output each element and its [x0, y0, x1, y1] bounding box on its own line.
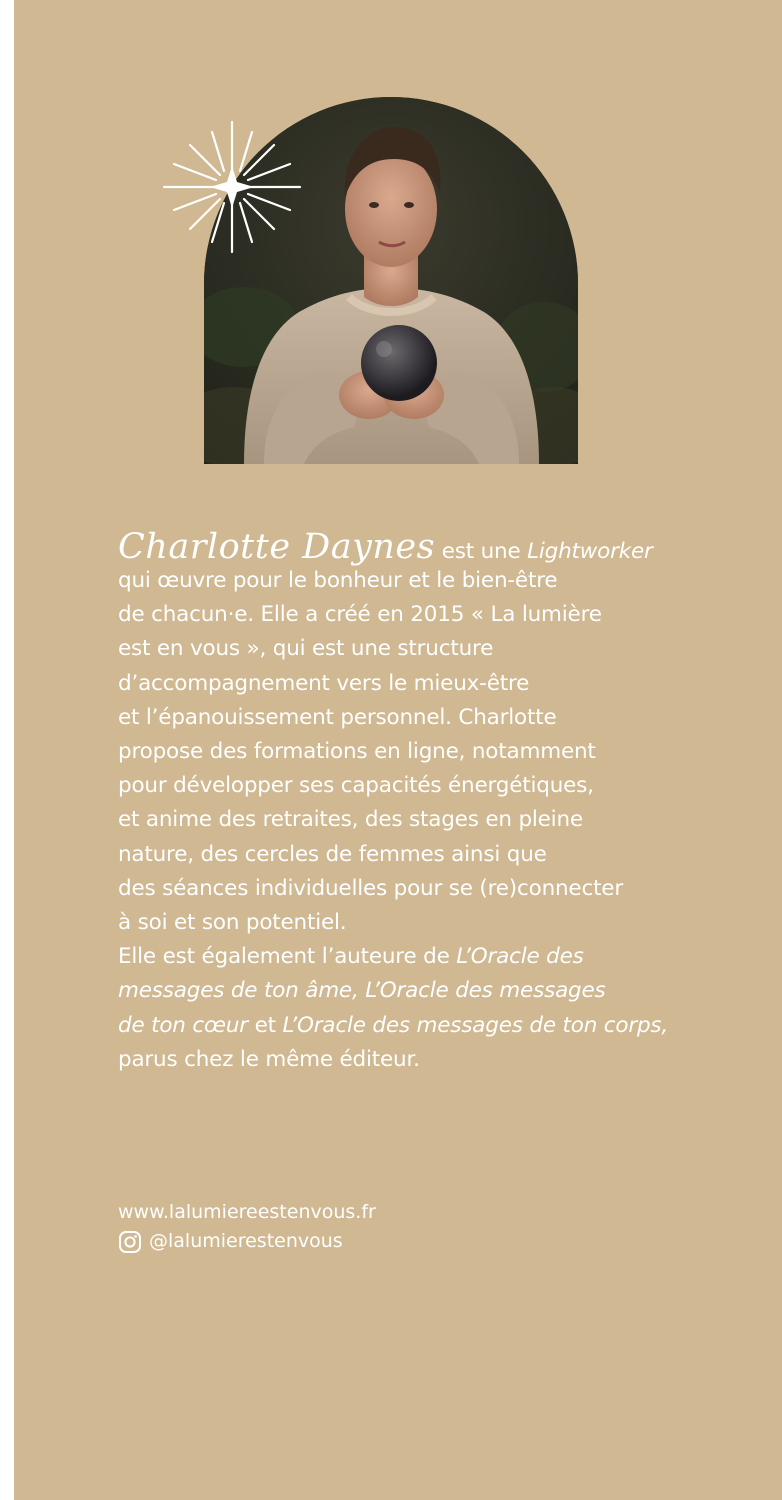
bio-line: de chacun·e. Elle a créé en 2015 « La lumière	[118, 602, 602, 628]
website-link[interactable]	[118, 1198, 376, 1227]
instagram-link[interactable]	[118, 1227, 376, 1256]
lightworker-term: Lightworker	[527, 539, 653, 564]
bio-line: et anime des retraites, des stages en pleine	[118, 807, 583, 833]
work-title: L’Oracle des	[456, 944, 584, 970]
bio-line: est en vous », qui est une structure	[118, 636, 494, 662]
contact-info	[118, 1198, 376, 1256]
bio-line: à soi et son potentiel.	[118, 910, 347, 936]
bio-line: des séances individuelles pour se (re)connecter	[118, 875, 623, 901]
work-title: messages de ton âme	[118, 978, 352, 1004]
work-title: L’Oracle des messages	[365, 978, 606, 1004]
bio-line: pour développer ses capacités énergétiques,	[118, 773, 594, 799]
works-line-3: de ton cœur et L’Oracle des messages de ton corps,	[118, 1012, 669, 1038]
work-title: de ton cœur	[118, 1012, 248, 1038]
works-line-1: Elle est également l’auteure de L’Oracle des	[118, 944, 584, 970]
works-line-2: messages de ton âme, L’Oracle des messages	[118, 978, 606, 1004]
instagram-icon	[118, 1230, 142, 1254]
works-line-4: parus chez le même éditeur.	[118, 1046, 420, 1072]
author-name: Charlotte Daynes	[118, 527, 436, 567]
bio-line: et l’épanouissement personnel. Charlotte	[118, 704, 557, 730]
work-title: L’Oracle des messages de ton corps	[282, 1012, 662, 1038]
bio-line: nature, des cercles de femmes ainsi que	[118, 841, 547, 867]
instagram-handle[interactable]: @lalumierestenvous	[149, 1230, 343, 1252]
bio-line-1: Charlotte Daynes est une Lightworker	[118, 527, 653, 567]
author-biography	[118, 527, 718, 1077]
bio-line: propose des formations en ligne, notamment	[118, 739, 596, 765]
bio-line: d’accompagnement vers le mieux-être	[118, 670, 530, 696]
sparkle-star-icon	[160, 118, 304, 256]
bio-line: qui œuvre pour le bonheur et le bien-être	[118, 568, 558, 593]
website-url[interactable]: www.lalumiereestenvous.fr	[118, 1201, 376, 1223]
